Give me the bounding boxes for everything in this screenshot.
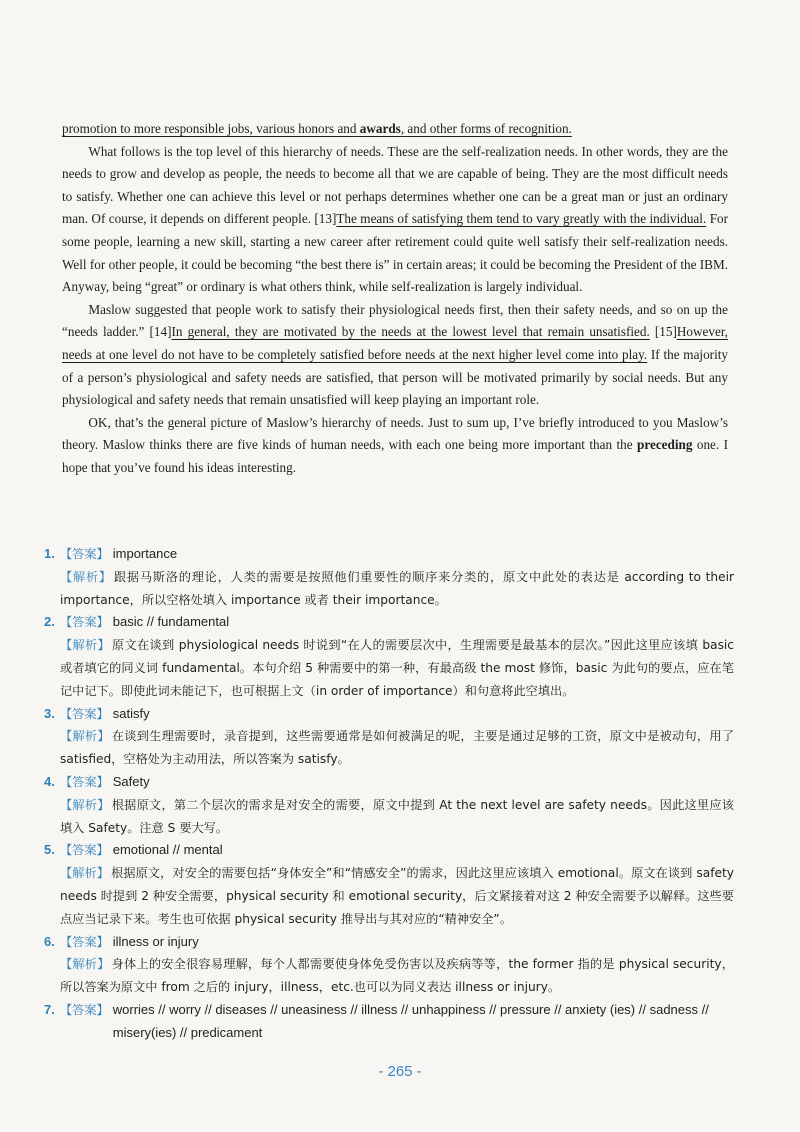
item-number: 4. [44,773,55,789]
paragraph-text: Maslow suggested that people work to satisfy their physiological needs first, then their safety needs, and so on up the “needs ladder.” [14] [62,301,728,340]
bold-word: awards [359,121,401,136]
passage-paragraph-3 [62,412,728,480]
answer-text: emotional // mental [112,842,223,858]
explanation-text: 根据原文，对安全的需要包括“身体安全”和“情感安全”的需求，因此这里应该填入 emotional。原文在谈到 safety needs 时提到 2 种安全需要，physical security 和 emotional security，后文紧接着对这 2 种安全需要予以解释。这些要点应当记录下来。考生也可依据 physical security 推导出与其对应的“精神安全”。 [60,866,734,926]
explanation-label: 【解析】 [60,957,110,972]
explanation-text: 身体上的安全很容易理解，每个人都需要使身体免受伤害以及疾病等等，the former 指的是 physical security，所以答案为原文中 from 之后的 injury，illness，etc.也可以为同义表达 illness or injury。 [60,957,734,995]
answer-label: 【答案】 [60,774,109,789]
answer-label: 【答案】 [60,1002,109,1017]
paragraph-text: [15] [649,324,677,340]
answer-item [44,703,734,771]
answer-label: 【答案】 [60,934,109,949]
passage-paragraph-0 [62,118,728,141]
explanation-text: 根据原文，第二个层次的需求是对安全的需要，原文中提到 At the next level are safety needs。因此这里应该填入 Safety。注意 S 要大写。 [60,797,734,835]
answer-text: worries // worry // diseases // uneasiness // illness // unhappiness // pressure // anxiety (ies) // sadness // misery(ies) // predicament [112,1001,709,1040]
item-number: 1. [44,546,55,561]
explanation-text: 原文在谈到 physiological needs 时说到“在人的需要层次中，生理需要是最基本的层次。”因此这里应该填 basic 或者填它的同义词 fundamental。本句介绍 5 种需要中的第一种，有最高级 the most 修饰，basic 为此句的要点，应在笔记中记下。即使此词未能记下，也可根据上文（in order of importance）和句意将此空填出。 [60,638,735,698]
explanation-label: 【解析】 [60,797,110,812]
explanation-label: 【解析】 [60,569,112,584]
answer-item [44,611,734,702]
answer-key [44,543,734,1045]
item-number: 7. [44,1001,55,1017]
page-number: - 265 - [378,1063,422,1080]
underlined-text: , and other forms of recognition. [400,121,572,136]
answer-label: 【答案】 [60,843,109,858]
answer-item [44,543,734,611]
answer-text: satisfy [112,705,150,721]
explanation-label: 【解析】 [60,866,110,881]
bold-word: preceding [637,437,693,453]
answer-text: importance [112,546,178,561]
underlined-sentence-15: However, needs at one level do not have to be completely satisfied before needs at the next higher level come into play. [62,324,728,362]
item-number: 6. [44,933,55,949]
answer-label: 【答案】 [60,547,109,561]
paragraph-text: For some people, learning a new skill, starting a new career after retirement could quite well satisfy their self-realization needs. Well for other people, it could be becoming “the best there is” in certain areas; it could be becoming the President of the IBM. Anyway, being “great” or ordinary is what others think, while self-realization is largely individual. [62,211,729,295]
answer-item [44,999,734,1045]
item-number: 3. [44,705,55,721]
answer-label: 【答案】 [60,706,109,721]
explanation-text: 跟据马斯洛的理论，人类的需要是按照他们重要性的顺序来分类的，原文中此处的表达是 according to their importance，所以空格处填入 importance 或者 their importance。 [60,569,735,607]
paragraph-text: What follows is the top level of this hierarchy of needs. These are the self-realization needs. In other words, they are the needs to grow and develop as people, the needs to become all that we are capable of being. They are the most difficult needs to satisfy. Whether one can achieve this level or not perhaps determines whether one can be a great man or just an ordinary man. Of course, it depends on different people. [13] [62,143,728,227]
answer-item [44,931,734,999]
explanation-label: 【解析】 [60,638,111,653]
paragraph-text: one. I hope that you’ve found his ideas interesting. [62,437,728,475]
item-number: 5. [44,842,55,858]
answer-text: Safety [112,773,150,789]
item-number: 2. [44,614,55,630]
answer-item [44,771,734,839]
passage [62,118,728,480]
underlined-sentence-14: In general, they are motivated by the needs at the lowest level that remain unsatisfied. [171,324,650,340]
answer-text: basic // fundamental [112,614,230,630]
explanation-label: 【解析】 [60,729,110,744]
explanation-text: 在谈到生理需要时，录音提到，这些需要通常是如何被满足的呢，主要是通过足够的工资，原文中是被动句，用了 satisfied，空格处为主动用法，所以答案为 satisfy。 [60,729,735,767]
passage-paragraph-2 [62,299,728,412]
underlined-sentence-13: The means of satisfying them tend to vary greatly with the individual. [336,211,707,227]
underlined-text: promotion to more responsible jobs, various honors and [62,121,360,136]
paragraph-text: If the majority of a person’s physiological and safety needs are satisfied, that person will be motivated primarily by social needs. But any physiological and safety needs that remain unsatisfied will keep playing an important role. [62,346,728,408]
paragraph-text: OK, that’s the general picture of Maslow’s hierarchy of needs. Just to sum up, I’ve briefly introduced to you Maslow’s theory. Maslow thinks there are five kinds of human needs, with each one being more important than the [62,414,728,453]
answer-label: 【答案】 [60,615,109,630]
answer-text: illness or injury [112,933,199,949]
passage-paragraph-1 [62,141,728,299]
answer-item [44,839,734,930]
